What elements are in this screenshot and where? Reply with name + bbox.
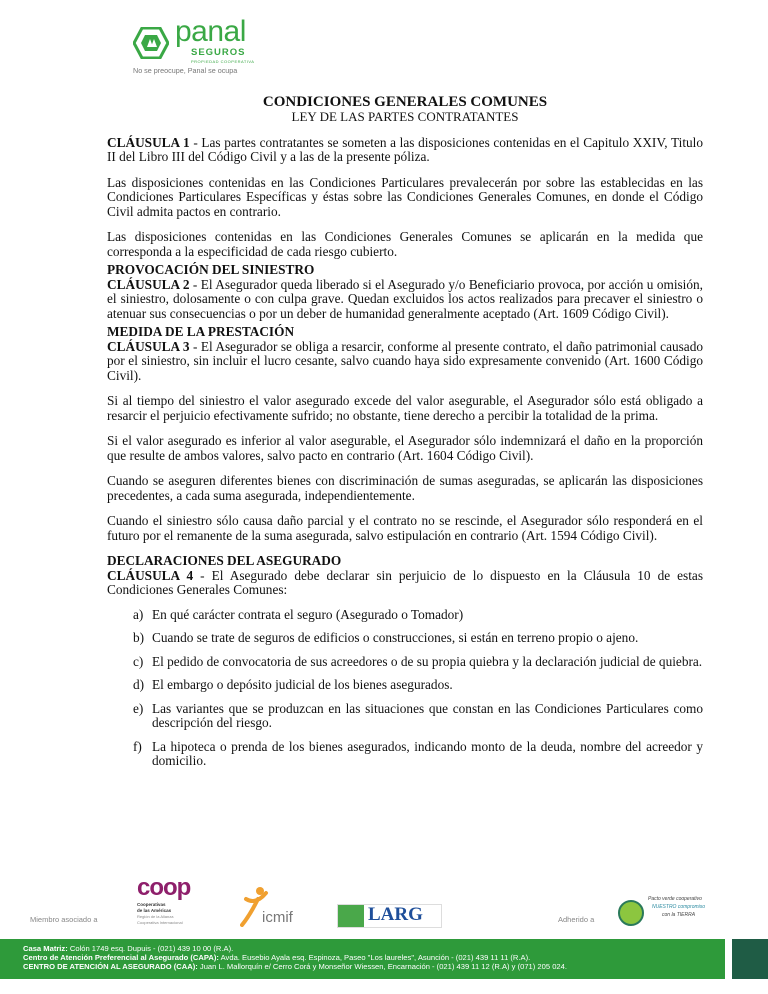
address-text: Avda. Eusebio Ayala esq. Espinoza, Paseo "Los laureles", Asunción - (021) 439 11 11 (R.A). [218,953,531,962]
section-heading: MEDIDA DE LA PRESTACIÓN [107,324,295,339]
list-item [133,608,703,623]
paragraph: Si el valor asegurado es inferior al valor asegurable, el Asegurador sólo indemnizará el daño en la proporción que resulte de ambos valores, salvo pacto en contrario (Art. 1604 Código Civil). [107,433,703,463]
list-marker: b) [133,630,145,645]
footer-address-bar [0,939,725,979]
list-text: El pedido de convocatoria de sus acreedores o de su propia quiebra y la declaración judicial de quiebra. [152,653,703,669]
coop-line: Cooperativas [137,902,166,907]
address-line [23,962,725,971]
address-label: CENTRO DE ATENCIÓN AL ASEGURADO (CAA): [23,962,198,971]
pacto-verde-logo [616,894,726,932]
larg-wordmark: LARG [368,904,423,925]
coop-wordmark: coop [137,874,191,901]
paragraph: Cuando se aseguren diferentes bienes con discriminación de sumas aseguradas, se aplicarán las disposiciones precedentes, a cada suma asegurada, independientemente. [107,473,703,503]
address-text: Colón 1749 esq. Dupuis - (021) 439 10 00 (R.A). [67,944,234,953]
address-text: Juan L. Mallorquín e/ Cerro Corá y Monseñor Wiessen, Encarnación - (021) 439 11 12 (R.A) y (071) 205 024. [197,962,567,971]
list-marker: e) [133,700,144,716]
clause-3 [107,340,703,384]
list-item [133,631,703,646]
declarations-list [107,608,703,769]
document-subtitle: LEY DE LAS PARTES CONTRATANTES [291,109,519,124]
clause-4 [107,569,703,598]
document-body [107,94,703,778]
panal-seguros-logo [131,15,261,78]
section-heading: DECLARACIONES DEL ASEGURADO [107,553,342,568]
address-label: Casa Matriz: [23,944,68,953]
clause-text: - Las partes contratantes se someten a las disposiciones contenidas en el Capitulo XXIV, Titulo II del Libro III del Código Civil y a las de la presente póliza. [107,134,703,164]
logo-wordmark: panal [175,15,246,48]
clause-1 [107,136,703,165]
paragraph: Cuando el siniestro sólo causa daño parcial y el contrato no se rescinde, el Asegurador sólo responderá en el futuro por el remanente de la suma asegurada, salvo estipulación en contrario (Art. 1594 Código Civil). [107,513,703,543]
clause-text: - El Asegurador se obliga a resarcir, conforme al presente contrato, el daño patrimonial causado por el siniestro, sin incluir el lucro cesante, salvo cuando haya sido expresamente convenido (Art. 1600 Código Civil). [107,338,703,383]
list-item [133,655,703,670]
coop-logo [137,874,207,926]
coop-line: Cooperativa Internacional [137,920,183,925]
coop-line: Región de la Alianza [137,914,174,919]
footer-dark-block [732,939,768,979]
paragraph: Las disposiciones contenidas en las Condiciones Particulares prevalecerán por sobre las establecidas en las Condiciones Particulares Específicas y éstas sobre las Condiciones Generales Comunes, en donde el Código Civil admita pactos en contrario. [107,174,703,219]
clause-label: CLÁUSULA 3 [107,338,190,354]
adhered-label: Adherido a [558,915,595,924]
clause-text: - El Asegurador queda liberado si el Asegurado y/o Beneficiario provoca, por acción u omisión, el siniestro, dolosamente o con culpa grave. Quedan excluidos los actos realizados para precaver el siniestro o atenuar sus consecuencias o por un deber de humanidad generalmente aceptado (Art. 1609 Código Civil). [107,276,703,321]
list-item [133,678,703,693]
larg-map-block [338,905,364,927]
list-text: Las variantes que se produzcan en las situaciones que constan en las Condiciones Particulares como descripción del riesgo. [152,700,703,730]
logo-tagline: No se preocupe, Panal se ocupa [133,66,238,75]
logo-propiedad-cooperativa: PROPIEDAD COOPERATIVA [191,59,255,64]
list-marker: f) [133,738,142,754]
paragraph: Si al tiempo del siniestro el valor asegurado excede del valor asegurable, el Asegurador sólo está obligado a resarcir el perjuicio efectivamente sufrido; no obstante, tiene derecho a percibir la totalidad de la prima. [107,393,703,423]
member-label: Miembro asociado a [30,915,98,924]
clause-2 [107,278,703,322]
pacto-line: NUESTRO compromiso [652,904,706,910]
list-item [133,740,703,769]
list-text: La hipoteca o prenda de los bienes asegurados, indicando monto de la deuda, nombre del acreedor y domicilio. [152,738,703,768]
pacto-line: Pacto verde cooperativo [648,896,702,902]
list-marker: a) [133,606,144,622]
list-text: El embargo o depósito judicial de los bienes asegurados. [152,677,453,692]
list-marker: d) [133,677,145,692]
clause-text: - El Asegurado debe declarar sin perjuicio de lo dispuesto en la Cláusula 10 de estas Condiciones Generales Comunes: [107,567,704,597]
icmif-logo [240,885,300,930]
footer-logos [0,870,768,935]
document-title: CONDICIONES GENERALES COMUNES [262,94,548,110]
address-line [23,953,725,962]
larg-logo [337,904,442,928]
pacto-line: con la TIERRA [662,912,696,918]
address-line [23,944,725,953]
list-text: En qué carácter contrata el seguro (Asegurado o Tomador) [152,606,464,622]
address-label: Centro de Atención Preferencial al Asegurado (CAPA): [23,953,219,962]
clause-label: CLÁUSULA 1 [107,134,190,150]
list-item [133,702,703,731]
clause-label: CLÁUSULA 4 [107,567,194,583]
paragraph: Las disposiciones contenidas en las Condiciones Generales Comunes se aplicarán en la medida que corresponda a la especificidad de cada riesgo cubierto. [107,229,703,259]
globe-icon [618,900,644,926]
clause-label: CLÁUSULA 2 [107,276,190,292]
section-heading: PROVOCACIÓN DEL SINIESTRO [107,262,315,277]
panal-hexagon-icon [133,27,169,59]
list-marker: c) [133,653,144,669]
coop-line: de las Américas [137,908,172,913]
logo-seguros: SEGUROS [191,47,246,58]
list-text: Cuando se trate de seguros de edificios o construcciones, si están en terreno propio o ajeno. [152,630,639,645]
icmif-wordmark: icmif [262,909,293,926]
